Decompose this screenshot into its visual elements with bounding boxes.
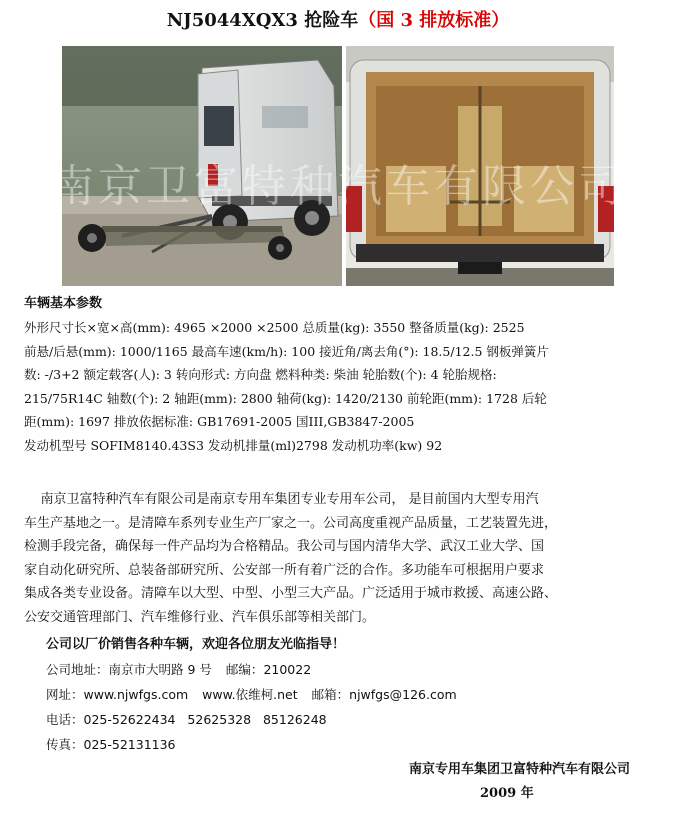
footer-year: 2009 年 — [480, 786, 534, 801]
postcode-value: 210022 — [263, 662, 312, 677]
page-title — [0, 6, 676, 32]
watermark-company-name: 南京卫富特种汽车有限公司 — [50, 161, 626, 212]
web-row — [46, 682, 646, 707]
contact-block — [46, 632, 646, 757]
vehicle-photos — [50, 46, 626, 286]
address-row — [46, 657, 646, 682]
intro-line: 公安交通管理部门、汽车维修行业、汽车俱乐部等相关部门。 — [24, 609, 376, 625]
phone-value: 025-52622434 52625328 85126248 — [83, 712, 327, 727]
intro-line: 检测手段完备，确保每一件产品均为合格精品。我公司与国内清华大学、武汉工业大学、国 — [24, 539, 545, 554]
vehicle-side-photo — [62, 46, 342, 286]
fax-label: 传真： — [46, 737, 84, 752]
website-link-2[interactable]: www.依维柯.net — [202, 687, 298, 702]
vehicle-rear-photo — [346, 46, 614, 286]
sales-slogan: 公司以厂价销售各种车辆，欢迎各位朋友光临指导！ — [46, 637, 346, 652]
footer-company: 南京专用车集团卫富特种汽车有限公司 — [408, 762, 630, 777]
address-label: 公司地址： — [46, 662, 109, 677]
intro-line: 南京卫富特种汽车有限公司是南京专用车集团专业专用车公司， 是目前国内大型专用汽 — [24, 492, 539, 507]
spec-line: 数: -/3+2 额定载客(人): 3 转向形式: 方向盘 燃料种类: 柴油 轮胎数(个): 4 轮胎规格: — [24, 367, 497, 382]
postcode-label: 邮编： — [225, 662, 264, 677]
email-link[interactable]: njwfgs@126.com — [349, 687, 457, 702]
fax-value: 025-52131136 — [83, 737, 176, 752]
spec-line: 前悬/后悬(mm): 1000/1165 最高车速(km/h): 100 接近角/离去角(°): 18.5/12.5 钢板弹簧片 — [24, 343, 549, 359]
spec-line: 发动机型号 SOFIM8140.43S3 发动机排量(ml)2798 发动机功率(kw) 92 — [24, 437, 443, 453]
phone-label: 电话： — [46, 712, 84, 727]
spec-list — [24, 316, 652, 457]
spec-line: 215/75R14C 轴数(个): 2 轴距(mm): 2800 轴荷(kg): 1420/2130 前轮距(mm): 1728 后轮 — [24, 390, 547, 406]
email-label: 邮箱： — [311, 687, 350, 702]
title-main: NJ5044XQX3 抢险车 — [166, 10, 359, 31]
spec-line: 距(mm): 1697 排放依据标准: GB17691-2005 国III,GB3847-2005 — [24, 414, 415, 429]
intro-paragraph — [24, 488, 656, 629]
web-label: 网址： — [46, 687, 84, 702]
website-link-1[interactable]: www.njwfgs.com — [83, 687, 189, 702]
intro-line: 家自动化研究所、总装备部研究所、公安部一所有着广泛的合作。多功能车可根据用户要求 — [24, 562, 545, 578]
fax-row — [46, 732, 646, 757]
spec-heading: 车辆基本参数 — [24, 296, 103, 311]
title-emission-standard: （国 3 排放标准） — [358, 10, 510, 31]
phone-row — [46, 707, 646, 732]
company-intro — [24, 488, 656, 629]
intro-line: 集成各类专业设备。清障车以大型、中型、小型三大产品。广泛适用于城市救援、高速公路、 — [24, 586, 558, 601]
spec-line: 外形尺寸长×宽×高(mm): 4965 ×2000 ×2500 总质量(kg): 3550 整备质量(kg): 2525 — [24, 320, 525, 335]
address-value: 南京市大明路 9 号 — [108, 662, 212, 677]
intro-line: 车生产基地之一。是清障车系列专业生产厂家之一。公司高度重视产品质量，工艺装置先进， — [24, 515, 558, 531]
